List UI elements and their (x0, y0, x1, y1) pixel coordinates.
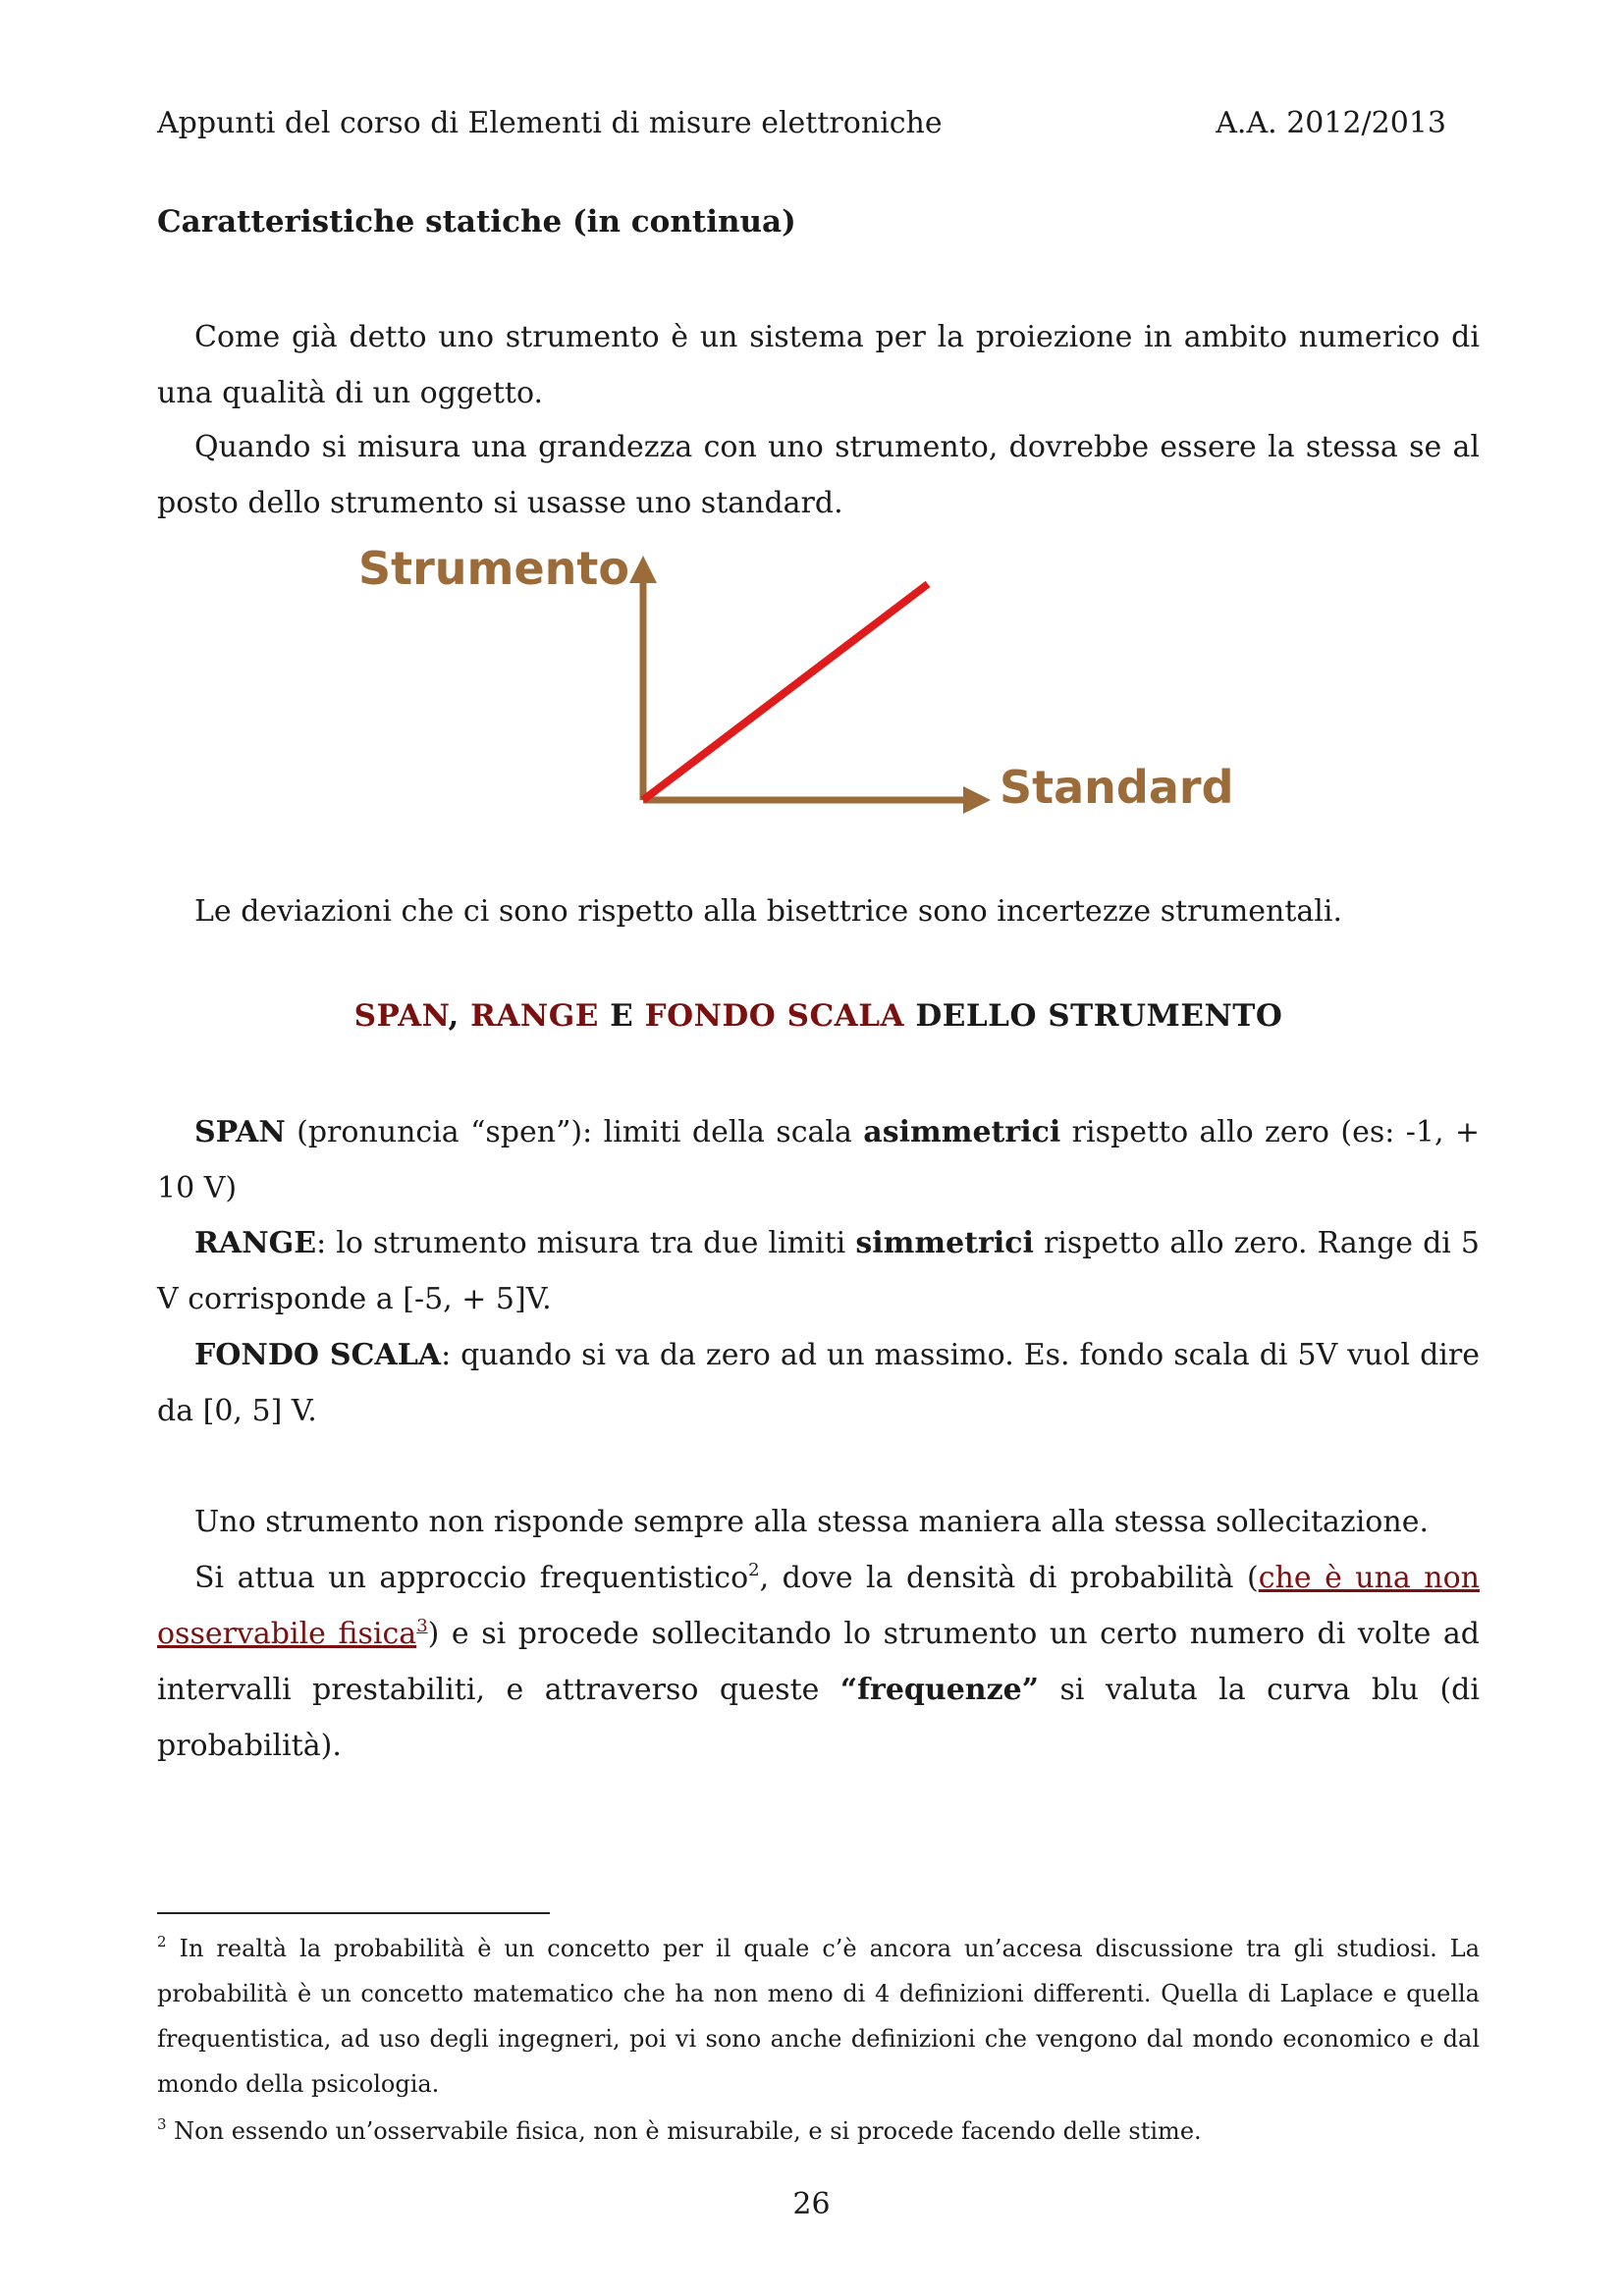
x-axis-label: Standard (1000, 761, 1234, 814)
span-text-b: rispetto allo zero (es: -1, + 10 V) (157, 1115, 1480, 1205)
section-title: Caratteristiche statiche (in continua) (157, 204, 796, 240)
span-definition (157, 1104, 1480, 1216)
y-axis-label: Strumento (358, 542, 630, 595)
footnote-2-number: 2 (157, 1933, 167, 1950)
range-term: RANGE (194, 1226, 317, 1260)
fondo-scala-text: : quando si va da zero ad un massimo. Es. fondo scala di 5V vuol dire da [0, 5] V. (157, 1338, 1480, 1428)
span-range-heading (157, 998, 1480, 1034)
span-text-a: (pronuncia “spen”): limiti della scala (285, 1115, 864, 1149)
heading-range: RANGE (470, 998, 599, 1034)
response-text: Uno strumento non risponde sempre alla stessa maniera alla stessa sollecitazione. (194, 1505, 1429, 1539)
footnote-3 (157, 2109, 1480, 2154)
footnote-2 (157, 1926, 1480, 2107)
footnote-3-number: 3 (157, 2115, 167, 2133)
heading-fondo-scala: FONDO SCALA (644, 998, 905, 1034)
strumento-vs-standard-figure (334, 530, 1237, 844)
heading-separator-2: E (598, 998, 645, 1034)
bisector-line (643, 584, 928, 800)
frequenze-bold: “frequenze” (839, 1673, 1039, 1707)
span-bold: asimmetrici (863, 1115, 1061, 1149)
frequentist-text-c: ) e si procede sollecitando lo strumento un certo numero di volte ad intervalli prestabiliti, e attraverso queste (157, 1617, 1480, 1707)
footnote-divider (157, 1912, 550, 1914)
deviation-paragraph (157, 883, 1480, 939)
intro-paragraph-1 (157, 309, 1480, 421)
span-term: SPAN (194, 1115, 286, 1149)
range-bold: simmetrici (855, 1226, 1034, 1260)
running-header-year: A.A. 2012/2013 (1216, 106, 1446, 140)
footnote-ref-2[interactable]: 2 (748, 1560, 760, 1580)
running-header-title: Appunti del corso di Elementi di misure elettroniche (157, 106, 943, 140)
fondo-scala-definition (157, 1327, 1480, 1439)
footnote-ref-3[interactable]: 3 (416, 1616, 428, 1636)
range-definition (157, 1215, 1480, 1327)
frequentist-text-b: , dove la densità di probabilità ( (759, 1561, 1259, 1595)
frequentist-paragraph (157, 1550, 1480, 1774)
intro-text-2: Quando si misura una grandezza con uno strumento, dovrebbe essere la stessa se al posto dello strumento si usasse uno standard. (157, 430, 1480, 520)
range-text-b: rispetto allo zero. Range di 5 V corrisponde a [-5, + 5]V. (157, 1226, 1480, 1316)
footnote-3-text: Non essendo un’osservabile fisica, non è misurabile, e si procede facendo delle stime. (166, 2117, 1202, 2145)
non-observable-link[interactable]: che è una non osservabile fisica (157, 1561, 1480, 1651)
intro-paragraph-2 (157, 419, 1480, 531)
frequentist-text-d: si valuta la curva blu (di probabilità). (157, 1673, 1480, 1763)
fondo-scala-term: FONDO SCALA (194, 1338, 442, 1372)
frequentist-text-a: Si attua un approccio frequentistico (194, 1561, 749, 1595)
deviation-text: Le deviazioni che ci sono rispetto alla bisettrice sono incertezze strumentali. (194, 894, 1343, 929)
footnote-2-text: In realtà la probabilità è un concetto per il quale c’è ancora un’accesa discussione tra gli studiosi. La probabilità è un concetto matematico che ha non meno di 4 definizioni differenti. Quella di Laplace e quella frequentistica, ad uso degli ingegneri, poi vi sono anche definizioni che vengono dal mondo economico e dal mondo della psicologia. (157, 1935, 1480, 2098)
heading-rest: DELLO STRUMENTO (904, 998, 1283, 1034)
heading-span: SPAN (353, 998, 449, 1034)
intro-text-1: Come già detto uno strumento è un sistema per la proiezione in ambito numerico di una qualità di un oggetto. (157, 320, 1480, 410)
range-text-a: : lo strumento misura tra due limiti (316, 1226, 856, 1260)
page-number: 26 (792, 2187, 831, 2221)
response-paragraph (157, 1494, 1480, 1550)
heading-separator-1: , (448, 998, 471, 1034)
